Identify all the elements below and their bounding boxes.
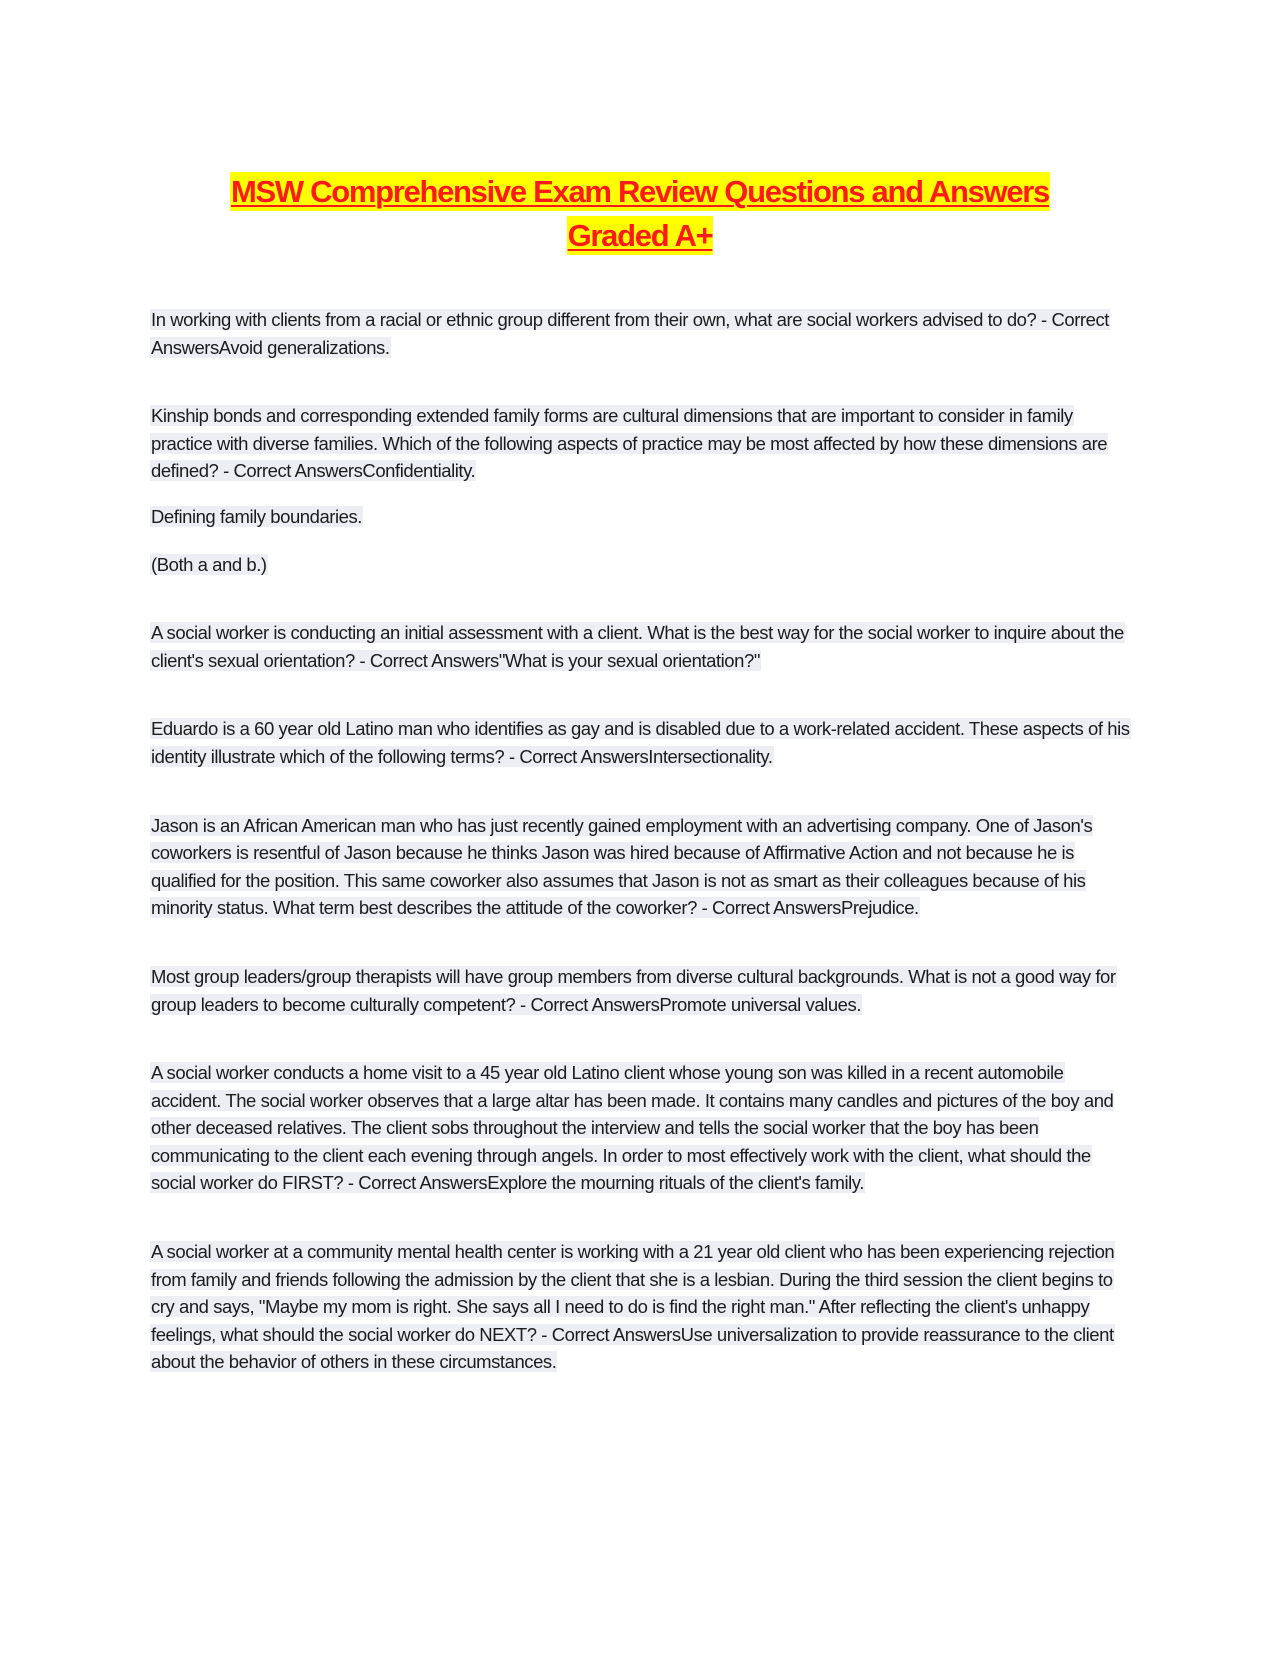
question-paragraph: A social worker is conducting an initial assessment with a client. What is the best way for the social worker to inquire about the client's sexual orientation? - Correct Answers"What is your sexual orientation?"	[151, 622, 1124, 671]
question-paragraph: A social worker at a community mental health center is working with a 21 year old client who has been experiencing rejection from family and friends following the admission by the client that she is a lesbian. During the third session the client begins to cry and says, "Maybe my mom is right. She says all I need to do is find the right man." After reflecting the client's unhappy feelings, what should the social worker do NEXT? - Correct AnswersUse universalization to provide reassurance to the client about the behavior of others in these circumstances.	[151, 1241, 1115, 1373]
answer-paragraph: (Both a and b.)	[151, 553, 267, 575]
answer-paragraph: Defining family boundaries.	[151, 505, 362, 527]
title-line-2: Graded A+	[567, 218, 713, 253]
document-title	[120, 170, 1160, 258]
question-paragraph: Eduardo is a 60 year old Latino man who identifies as gay and is disabled due to a work-related accident. These aspects of his identity illustrate which of the following terms? - Correct AnswersIntersectionality.	[151, 718, 1130, 767]
question-paragraph: Most group leaders/group therapists will have group members from diverse cultural backgrounds. What is not a good way for group leaders to become culturally competent? - Correct AnswersPromote universal values.	[151, 965, 1116, 1015]
question-paragraph: Jason is an African American man who has just recently gained employment with an advertising company. One of Jason's coworkers is resentful of Jason because he thinks Jason was hired because of Affirmative Action and not because he is qualified for the position. This same coworker also assumes that Jason is not as smart as their colleagues because of his minority status. What term best describes the attitude of the coworker? - Correct AnswersPrejudice.	[151, 814, 1093, 919]
question-paragraph: A social worker conducts a home visit to a 45 year old Latino client whose young son was killed in a recent automobile accident. The social worker observes that a large altar has been made. It contains many candles and pictures of the boy and other deceased relatives. The client sobs throughout the interview and tells the social worker that the boy has been communicating to the client each evening through angels. In order to most effectively work with the client, what should the social worker do FIRST? - Correct AnswersExplore the mourning rituals of the client's family.	[151, 1062, 1114, 1194]
title-line-1: MSW Comprehensive Exam Review Questions and Answers	[230, 174, 1050, 209]
question-paragraph: Kinship bonds and corresponding extended family forms are cultural dimensions that are important to consider in family practice with diverse families. Which of the following aspects of practice may be most affected by how these dimensions are defined? - Correct AnswersConfidentiality.	[151, 405, 1108, 482]
question-list	[150, 306, 1135, 1376]
question-paragraph: In working with clients from a racial or ethnic group different from their own, what are social workers advised to do? - Correct AnswersAvoid generalizations.	[151, 309, 1109, 358]
